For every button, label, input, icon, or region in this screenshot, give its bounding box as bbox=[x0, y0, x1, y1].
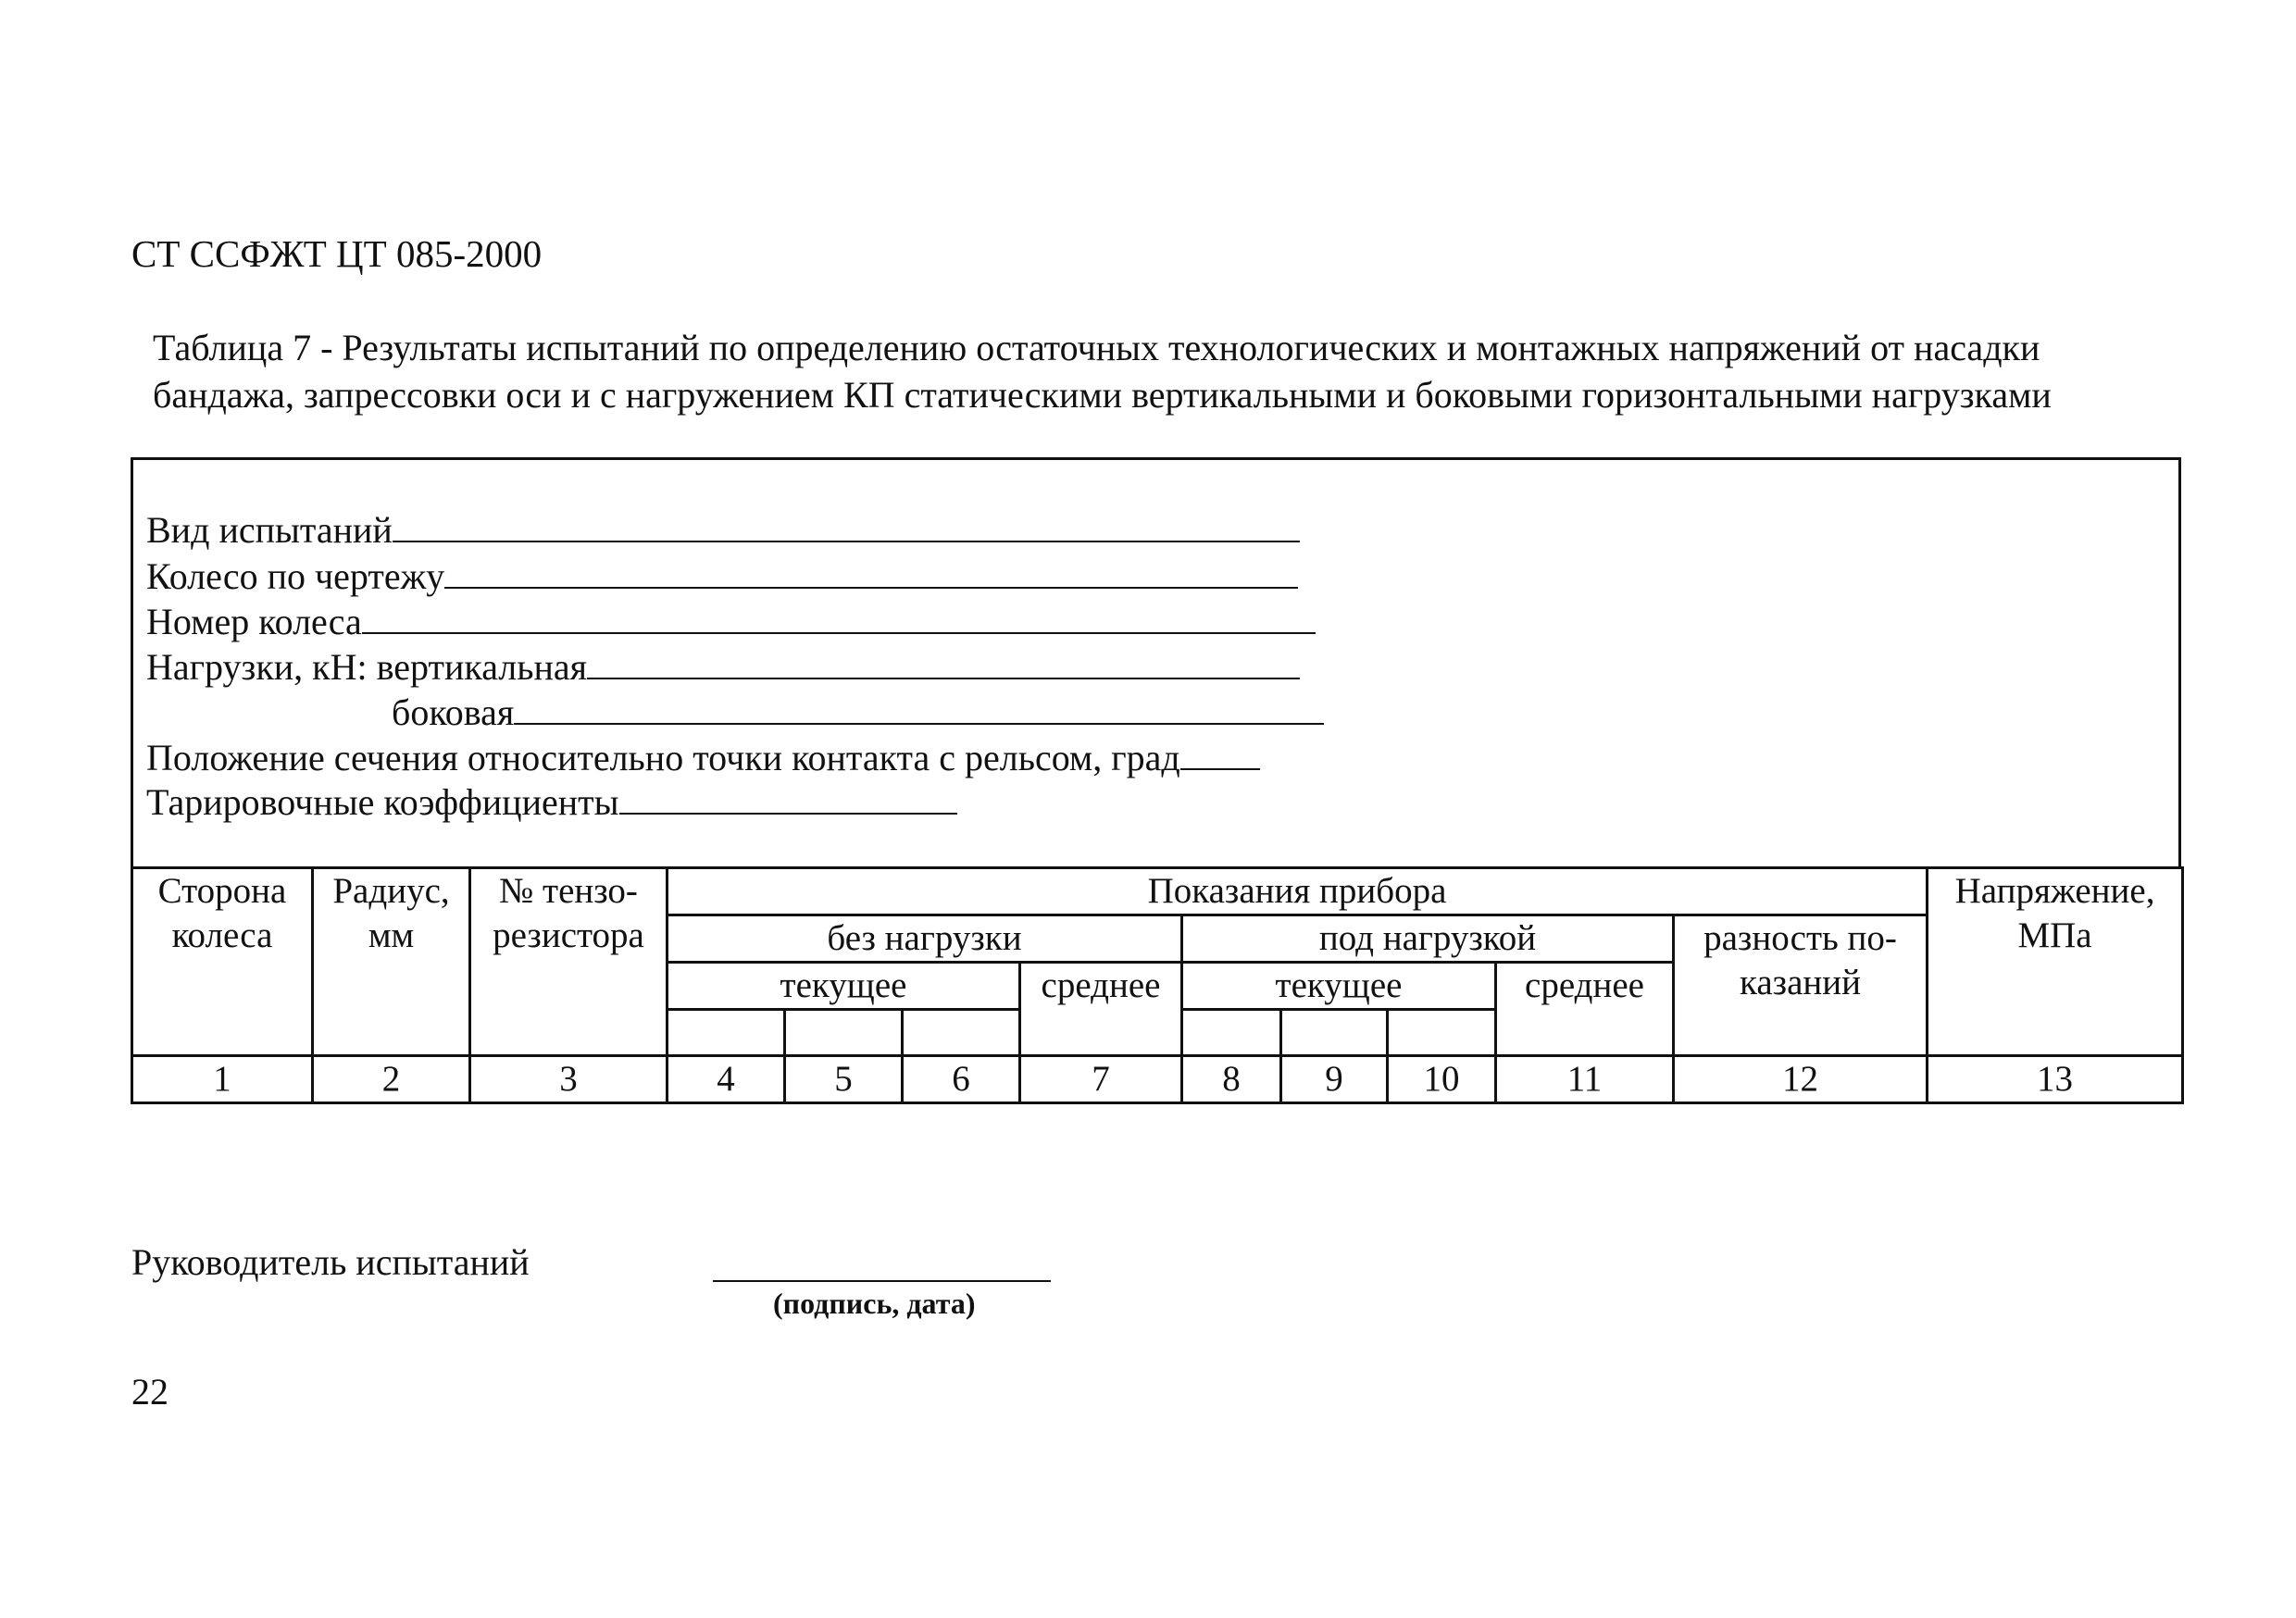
column-number: 1 bbox=[132, 1056, 313, 1103]
wheel-drawing-blank[interactable] bbox=[444, 554, 1298, 589]
table-title-line-1: Таблица 7 - Результаты испытаний по определению остаточных технологических и монтажных напряжений от насадки bbox=[153, 327, 2040, 368]
test-type-blank[interactable] bbox=[393, 507, 1300, 542]
wheel-number-blank[interactable] bbox=[362, 599, 1316, 634]
col-under-load-current: текущее bbox=[1182, 963, 1496, 1010]
section-position-line bbox=[146, 735, 1260, 779]
page-number: 22 bbox=[131, 1371, 168, 1413]
loads-vertical-blank[interactable] bbox=[587, 644, 1300, 679]
test-type-label: Вид испытаний bbox=[146, 509, 393, 551]
col-no-load-current: текущее bbox=[668, 963, 1020, 1010]
wheel-number-label: Номер колеса bbox=[146, 601, 362, 642]
calibration-blank[interactable] bbox=[619, 779, 957, 815]
table-title-line-2: бандажа, запрессовки оси и с нагружением КП статическими вертикальными и боковыми горизонтальными нагрузками bbox=[153, 374, 2052, 416]
loads-vertical-line bbox=[146, 644, 1300, 689]
column-number: 13 bbox=[1928, 1056, 2183, 1103]
column-number: 2 bbox=[313, 1056, 470, 1103]
col-no-load: без нагрузки bbox=[668, 915, 1182, 963]
col-wheel-side: Сторона колеса bbox=[132, 868, 313, 1056]
document-code: СТ ССФЖТ ЦТ 085-2000 bbox=[131, 232, 543, 275]
col-radius: Радиус, мм bbox=[313, 868, 470, 1056]
calibration-line bbox=[146, 779, 957, 824]
col-gauge-number: № тензо- резистора bbox=[470, 868, 668, 1056]
col-under-load: под нагрузкой bbox=[1182, 915, 1674, 963]
current-cell[interactable] bbox=[903, 1010, 1020, 1056]
current-cell[interactable] bbox=[785, 1010, 903, 1056]
test-type-line bbox=[146, 507, 1300, 552]
column-number: 10 bbox=[1388, 1056, 1496, 1103]
current-cell[interactable] bbox=[1182, 1010, 1281, 1056]
current-cell[interactable] bbox=[1281, 1010, 1388, 1056]
signature-label: Руководитель испытаний bbox=[131, 1241, 530, 1283]
wheel-drawing-line bbox=[146, 554, 1298, 598]
section-position-blank[interactable] bbox=[1180, 735, 1260, 770]
signature-caption: (подпись, дата) bbox=[773, 1287, 976, 1320]
current-cell[interactable] bbox=[668, 1010, 785, 1056]
column-number: 9 bbox=[1281, 1056, 1388, 1103]
signature-line[interactable] bbox=[713, 1280, 1051, 1282]
column-number-row bbox=[132, 1056, 2183, 1103]
col-instrument-readings: Показания прибора bbox=[668, 868, 1928, 915]
column-number: 6 bbox=[903, 1056, 1020, 1103]
results-table bbox=[131, 866, 2184, 1104]
col-reading-difference: разность по- казаний bbox=[1674, 915, 1928, 1056]
column-number: 5 bbox=[785, 1056, 903, 1103]
column-number: 4 bbox=[668, 1056, 785, 1103]
loads-side-line bbox=[392, 690, 1324, 734]
table-title bbox=[153, 324, 2208, 418]
column-number: 7 bbox=[1020, 1056, 1182, 1103]
current-cell[interactable] bbox=[1388, 1010, 1496, 1056]
header-row-1 bbox=[132, 868, 2183, 915]
loads-side-label: боковая bbox=[392, 691, 515, 733]
column-number: 8 bbox=[1182, 1056, 1281, 1103]
column-number: 12 bbox=[1674, 1056, 1928, 1103]
wheel-drawing-label: Колесо по чертежу bbox=[146, 555, 445, 597]
column-number: 3 bbox=[470, 1056, 668, 1103]
col-stress: Напряжение, МПа bbox=[1928, 868, 2183, 1056]
section-position-label: Положение сечения относительно точки контакта с рельсом, град bbox=[146, 737, 1180, 778]
calibration-label: Тарировочные коэффициенты bbox=[146, 781, 619, 823]
loads-side-blank[interactable] bbox=[514, 690, 1324, 725]
col-under-load-average: среднее bbox=[1496, 963, 1674, 1056]
wheel-number-line bbox=[146, 599, 1316, 643]
col-no-load-average: среднее bbox=[1020, 963, 1182, 1056]
loads-vertical-label: Нагрузки, кН: вертикальная bbox=[146, 646, 588, 688]
column-number: 11 bbox=[1496, 1056, 1674, 1103]
